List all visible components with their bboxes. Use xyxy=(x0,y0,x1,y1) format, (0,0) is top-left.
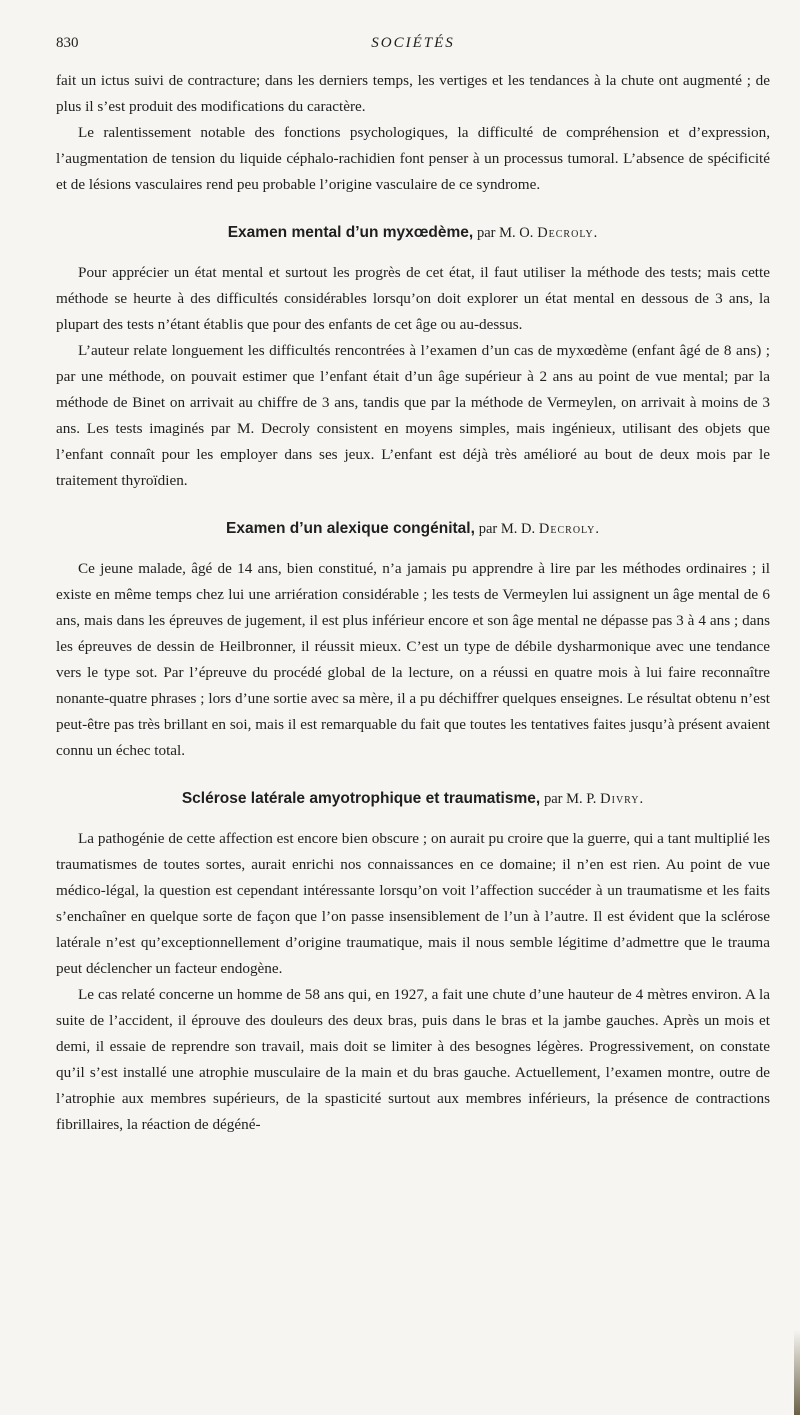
body-paragraph: Pour apprécier un état mental et surtout les progrès de cet état, il faut utiliser la méthode des tests; mais cette méthode se heurte à des difficultés considérables lorsqu’on doit explorer un état mental en dessous de 3 ans, la plupart des tests n’étant établis que pour des enfants de cet âge ou au-dessus. xyxy=(56,264,770,333)
section-author-prefix: par M. P. xyxy=(543,791,597,807)
body-paragraph: Le cas relaté concerne un homme de 58 ans qui, en 1927, a fait une chute d’une hauteur de 4 mètres environ. A la suite de l’accident, il éprouve des douleurs des deux bras, puis dans le bras et la jambe gauches. Après un mois et demi, il essaie de reprendre son travail, mais doit se limiter à des besognes légères. Progressivement, on constate qu’il s’est installé une atrophie musculaire de la main et du bras gauche. Actuellement, l’examen montre, outre de l’atrophie aux membres supérieurs, de la spasticité surtout aux membres inférieurs, la présence de contractions fibrillaires, la réaction de dégéné- xyxy=(56,986,770,1133)
page-number: 830 xyxy=(56,35,79,51)
body-paragraph: La pathogénie de cette affection est encore bien obscure ; on aurait pu croire que la guerre, qui a tant multiplié les traumatismes de toutes sortes, aurait enrichi nos connaissances en ce domaine; il n’en est rien. Au point de vue médico-légal, la question est cependant intéressante lorsqu’on voit l’affection succéder à un traumatisme et les faits s’enchaîner en quelque sorte de façon que l’on passe insensiblement de l’un à l’autre. Il est évident que la sclérose latérale n’est qu’exceptionnellement d’origine traumatique, mais il nous semble légitime d’admettre que le trauma peut déclencher un facteur endogène. xyxy=(56,830,770,977)
section-title: Examen d’un alexique congénital, xyxy=(225,520,475,537)
intro-paragraph: Le ralentissement notable des fonctions psychologiques, la difficulté de compréhension et d’expression, l’augmentation de tension du liquide céphalo-rachidien font penser à un processus tumoral. L’absence de spécificité et de lésions vasculaires rend peu probable l’origine vasculaire de ce syndrome. xyxy=(56,124,770,193)
section-author-prefix: par M. D. xyxy=(478,521,536,537)
journal-page xyxy=(56,30,770,1138)
section-heading-myxoedeme xyxy=(56,222,770,244)
section-author-prefix: par M. O. xyxy=(477,225,534,241)
section-heading-alexique xyxy=(56,518,770,540)
page-edge-shadow xyxy=(794,1330,800,1415)
running-title: SOCIÉTÉS xyxy=(371,35,455,51)
section-title: Sclérose latérale amyotrophique et traumatisme, xyxy=(181,790,541,807)
section-author-name: Divry. xyxy=(600,791,645,807)
body-paragraph: L’auteur relate longuement les difficultés rencontrées à l’examen d’un cas de myxœdème (enfant âgé de 8 ans) ; par une méthode, on pouvait estimer que l’enfant était d’un âge supérieur à 2 ans au point de vue mental; par la méthode de Binet on arrivait au chiffre de 3 ans, tandis que par la méthode de Vermeylen, on arrivait à moins de 3 ans. Les tests imaginés par M. Decroly consistent en moyens simples, mais ingénieux, utilisant des objets que l’enfant connaît pour les employer dans ses jeux. L’enfant est déjà très amélioré au bout de deux mois par le traitement thyroïdien. xyxy=(56,342,770,489)
section-heading-sclerose xyxy=(56,788,770,810)
section-title: Examen mental d’un myxœdème, xyxy=(227,224,474,241)
section-author-name: Decroly. xyxy=(538,521,601,537)
intro-paragraph-continued: fait un ictus suivi de contracture; dans les derniers temps, les vertiges et les tendances à la chute ont augmenté ; de plus il s’est produit des modifications du caractère. xyxy=(56,72,770,115)
body-paragraph: Ce jeune malade, âgé de 14 ans, bien constitué, n’a jamais pu apprendre à lire par les méthodes ordinaires ; il existe en même temps chez lui une arriération considérable ; les tests de Vermeylen lui assignent un âge mental de 6 ans, mais dans les épreuves de jugement, il est plus inférieur encore et son âge mental ne dépasse pas 3 à 4 ans ; dans les épreuves de dessin de Heilbronner, il réussit mieux. C’est un type de débile dysharmonique avec une tendance vers le type sot. Par l’épreuve du procédé global de la lecture, on a réussi en quatre mois à lui faire reconnaître nonante-quatre phrases ; lors d’une sortie avec sa mère, il a pu déchiffrer quelques enseignes. Le résultat obtenu n’est peut-être pas très brillant en soi, mais il est remarquable du fait que toutes les tentatives faites jusqu’à présent avaient connu un échec total. xyxy=(56,560,770,759)
page-header xyxy=(56,30,770,58)
section-author-name: Decroly. xyxy=(537,225,599,241)
